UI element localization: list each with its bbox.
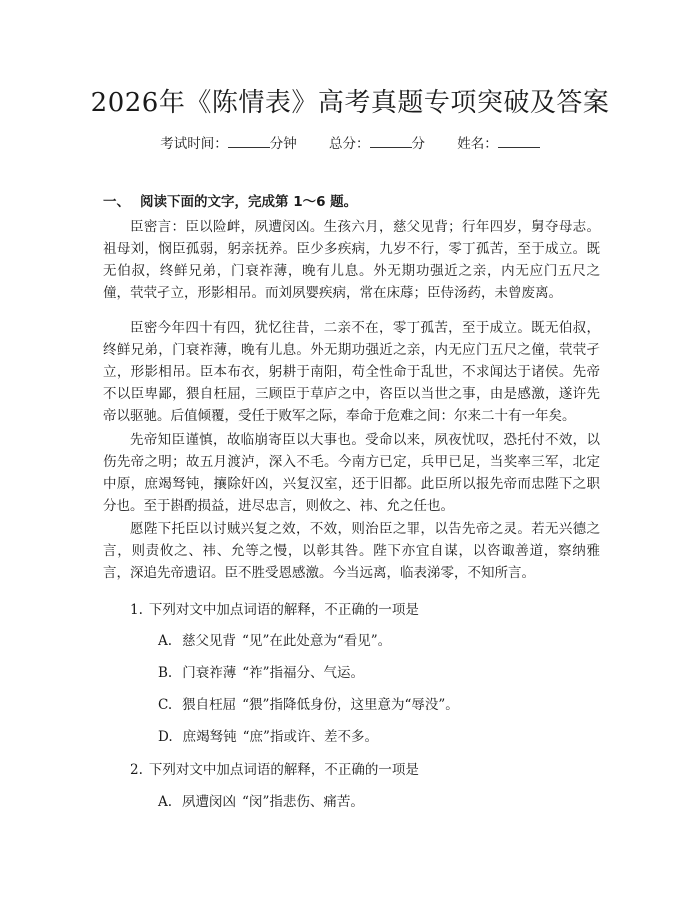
option-term: 慈父见背: [182, 633, 237, 649]
question-number: 2.: [130, 762, 143, 778]
exam-time-unit: 分钟: [269, 136, 297, 152]
option-explanation: “庶”指或许、差不多。: [242, 729, 378, 745]
question-1-option-c: [158, 693, 459, 713]
question-1-option-a: [158, 629, 391, 649]
total-score-label: 总分：: [329, 136, 370, 152]
passage-paragraph: 愿陛下托臣以讨贼兴复之效，不效，则治臣之罪，以告先帝之灵。若无兴德之言，则责攸之、祎、允等之慢，以彰其咎。陛下亦宜自谋，以咨诹善道，察纳雅言，深追先帝遗诏。臣不胜受恩感激。今当远离，临表涕零，不知所言。: [103, 521, 600, 581]
option-letter: B.: [158, 665, 173, 681]
exam-info-line: [0, 132, 700, 152]
question-1-option-d: [158, 725, 378, 745]
option-term: 夙遭闵凶: [182, 794, 237, 810]
option-term: 庶竭驽钝: [182, 729, 237, 745]
option-letter: C.: [158, 697, 173, 713]
passage-paragraph: 臣密言：臣以险衅，夙遭闵凶。生孩六月，慈父见背；行年四岁，舅夺母志。祖母刘，悯臣孤弱，躬亲抚养。臣少多疾病，九岁不行，零丁孤苦，至于成立。既无伯叔，终鲜兄弟，门衰祚薄，晚有儿息。外无期功强近之亲，内无应门五尺之僮，茕茕孑立，形影相吊。而刘夙婴疾病，常在床蓐；臣侍汤药，未曾废离。: [103, 219, 600, 301]
total-score-field: [329, 132, 425, 152]
option-term: 猥自枉屈: [182, 697, 237, 713]
exam-time-blank: [228, 133, 270, 148]
option-letter: D.: [158, 729, 173, 745]
question-number: 1.: [130, 602, 143, 618]
question-text: 下列对文中加点词语的解释，不正确的一项是: [148, 602, 419, 618]
question-2-stem: [130, 758, 419, 778]
option-explanation: “闵”指悲伤、痛苦。: [242, 794, 364, 810]
option-letter: A.: [158, 633, 173, 649]
student-name-label: 姓名：: [457, 136, 498, 152]
exam-time-label: 考试时间：: [160, 136, 228, 152]
passage-paragraph: 先帝知臣谨慎，故临崩寄臣以大事也。受命以来，夙夜忧叹，恐托付不效，以伤先帝之明；故五月渡泸，深入不毛。今南方已定，兵甲已足，当奖率三军，北定中原，庶竭驽钝，攘除奸凶，兴复汉室，还于旧都。此臣所以报先帝而忠陛下之职分也。至于斟酌损益，进尽忠言，则攸之、祎、允之任也。: [103, 432, 600, 514]
option-explanation: “祚”指福分、气运。: [242, 665, 365, 681]
option-term: 门衰祚薄: [182, 665, 237, 681]
question-text: 下列对文中加点词语的解释，不正确的一项是: [148, 762, 419, 778]
section-heading: [103, 190, 357, 210]
exam-time-field: [160, 132, 297, 152]
option-explanation: “见”在此处意为“看见”。: [242, 633, 392, 649]
option-explanation: “猥”指降低身份，这里意为“辱没”。: [242, 697, 459, 713]
question-1-stem: [130, 598, 419, 618]
section-number: 一、: [103, 194, 130, 210]
question-2-option-a: [158, 790, 364, 810]
section-instruction: 阅读下面的文字，完成第 1～6 题。: [140, 194, 358, 210]
page-title: 2026年《陈情表》高考真题专项突破及答案: [90, 88, 610, 118]
option-letter: A.: [158, 794, 173, 810]
total-score-blank: [370, 133, 412, 148]
total-score-unit: 分: [411, 136, 425, 152]
question-1-option-b: [158, 661, 364, 681]
student-name-field: [457, 132, 540, 152]
student-name-blank: [498, 133, 540, 148]
passage-paragraph: 臣密今年四十有四，犹忆往昔，二亲不在，零丁孤苦，至于成立。既无伯叔，终鲜兄弟，门衰祚薄，晚有儿息。外无期功强近之亲，内无应门五尺之僮，茕茕孑立，形影相吊。臣本布衣，躬耕于南阳，苟全性命于乱世，不求闻达于诸侯。先帝不以臣卑鄙，猥自枉屈，三顾臣于草庐之中，咨臣以当世之事，由是感激，遂许先帝以驱驰。后值倾覆，受任于败军之际，奉命于危难之间：尔来二十有一年矣。: [103, 320, 600, 424]
